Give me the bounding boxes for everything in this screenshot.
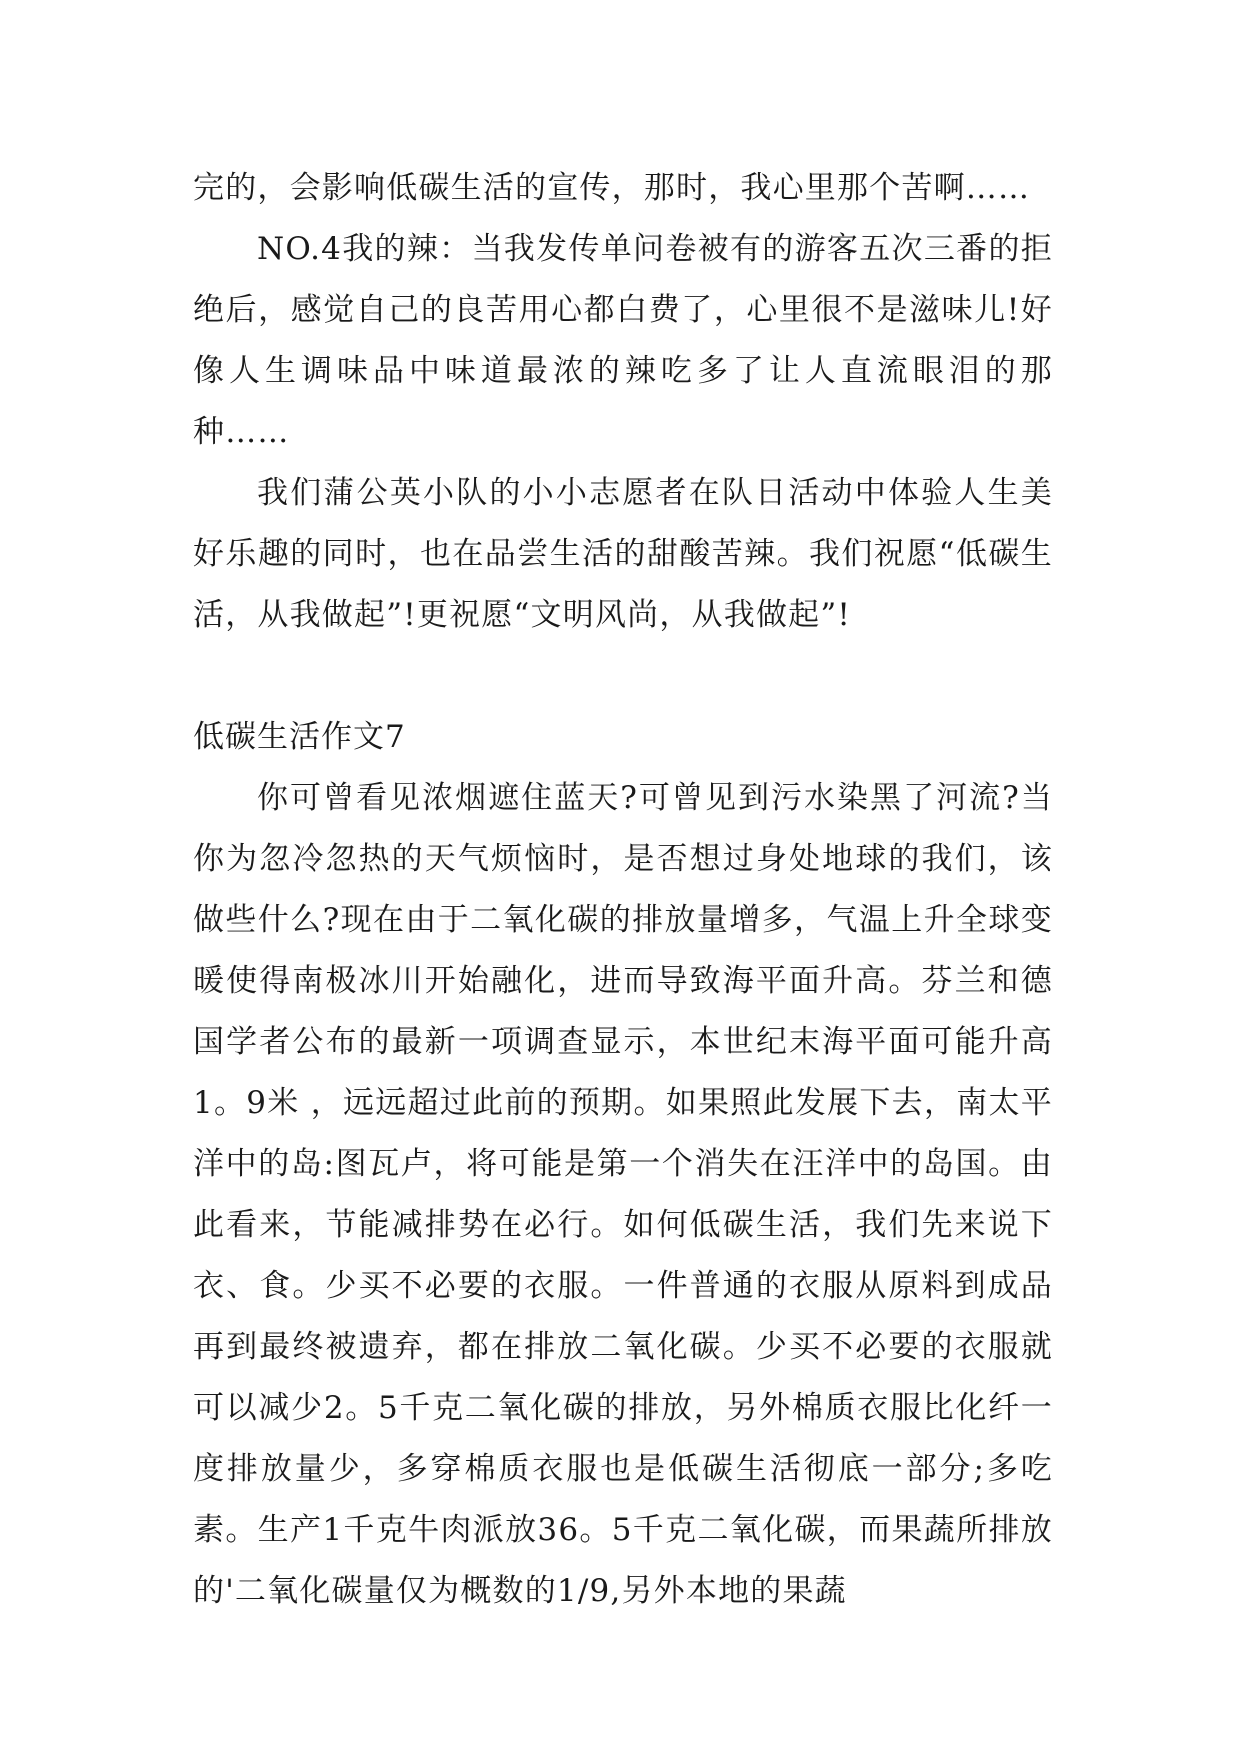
paragraph-1: 完的，会影响低碳生活的宣传，那时，我心里那个苦啊…… — [193, 170, 1031, 206]
document-body — [193, 158, 1053, 1622]
section-gap — [193, 646, 1053, 707]
paragraph-2: NO.4我的辣：当我发传单问卷被有的游客五次三番的拒绝后，感觉自己的良苦用心都白费了，心里很不是滋味儿!好像人生调味品中味道最浓的辣吃多了让人直流眼泪的那种…… — [193, 231, 1053, 450]
paragraph-4: 你可曾看见浓烟遮住蓝天?可曾见到污水染黑了河流?当你为忽冷忽热的天气烦恼时，是否想过身处地球的我们，该做些什么?现在由于二氧化碳的排放量增多，气温上升全球变暖使得南极冰川开始融化，进而导致海平面升高。芬兰和德国学者公布的最新一项调查显示，本世纪末海平面可能升高1。9米 ，远远超过此前的预期。如果照此发展下去，南太平洋中的岛:图瓦卢，将可能是第一个消失在汪洋中的岛国。由此看来，节能减排势在必行。如何低碳生活，我们先来说下衣、食。少买不必要的衣服。一件普通的衣服从原料到成品再到最终被遗弃，都在排放二氧化碳。少买不必要的衣服就可以减少2。5千克二氧化碳的排放，另外棉质衣服比化纤一度排放量少，多穿棉质衣服也是低碳生活彻底一部分;多吃素。生产1千克牛肉派放36。5千克二氧化碳，而果蔬所排放的'二氧化碳量仅为概数的1/9,另外本地的果蔬 — [193, 780, 1053, 1609]
paragraph-3: 我们蒲公英小队的小小志愿者在队日活动中体验人生美好乐趣的同时，也在品尝生活的甜酸苦辣。我们祝愿“低碳生活，从我做起”!更祝愿“文明风尚，从我做起”! — [193, 475, 1053, 633]
section-heading: 低碳生活作文7 — [193, 719, 406, 755]
